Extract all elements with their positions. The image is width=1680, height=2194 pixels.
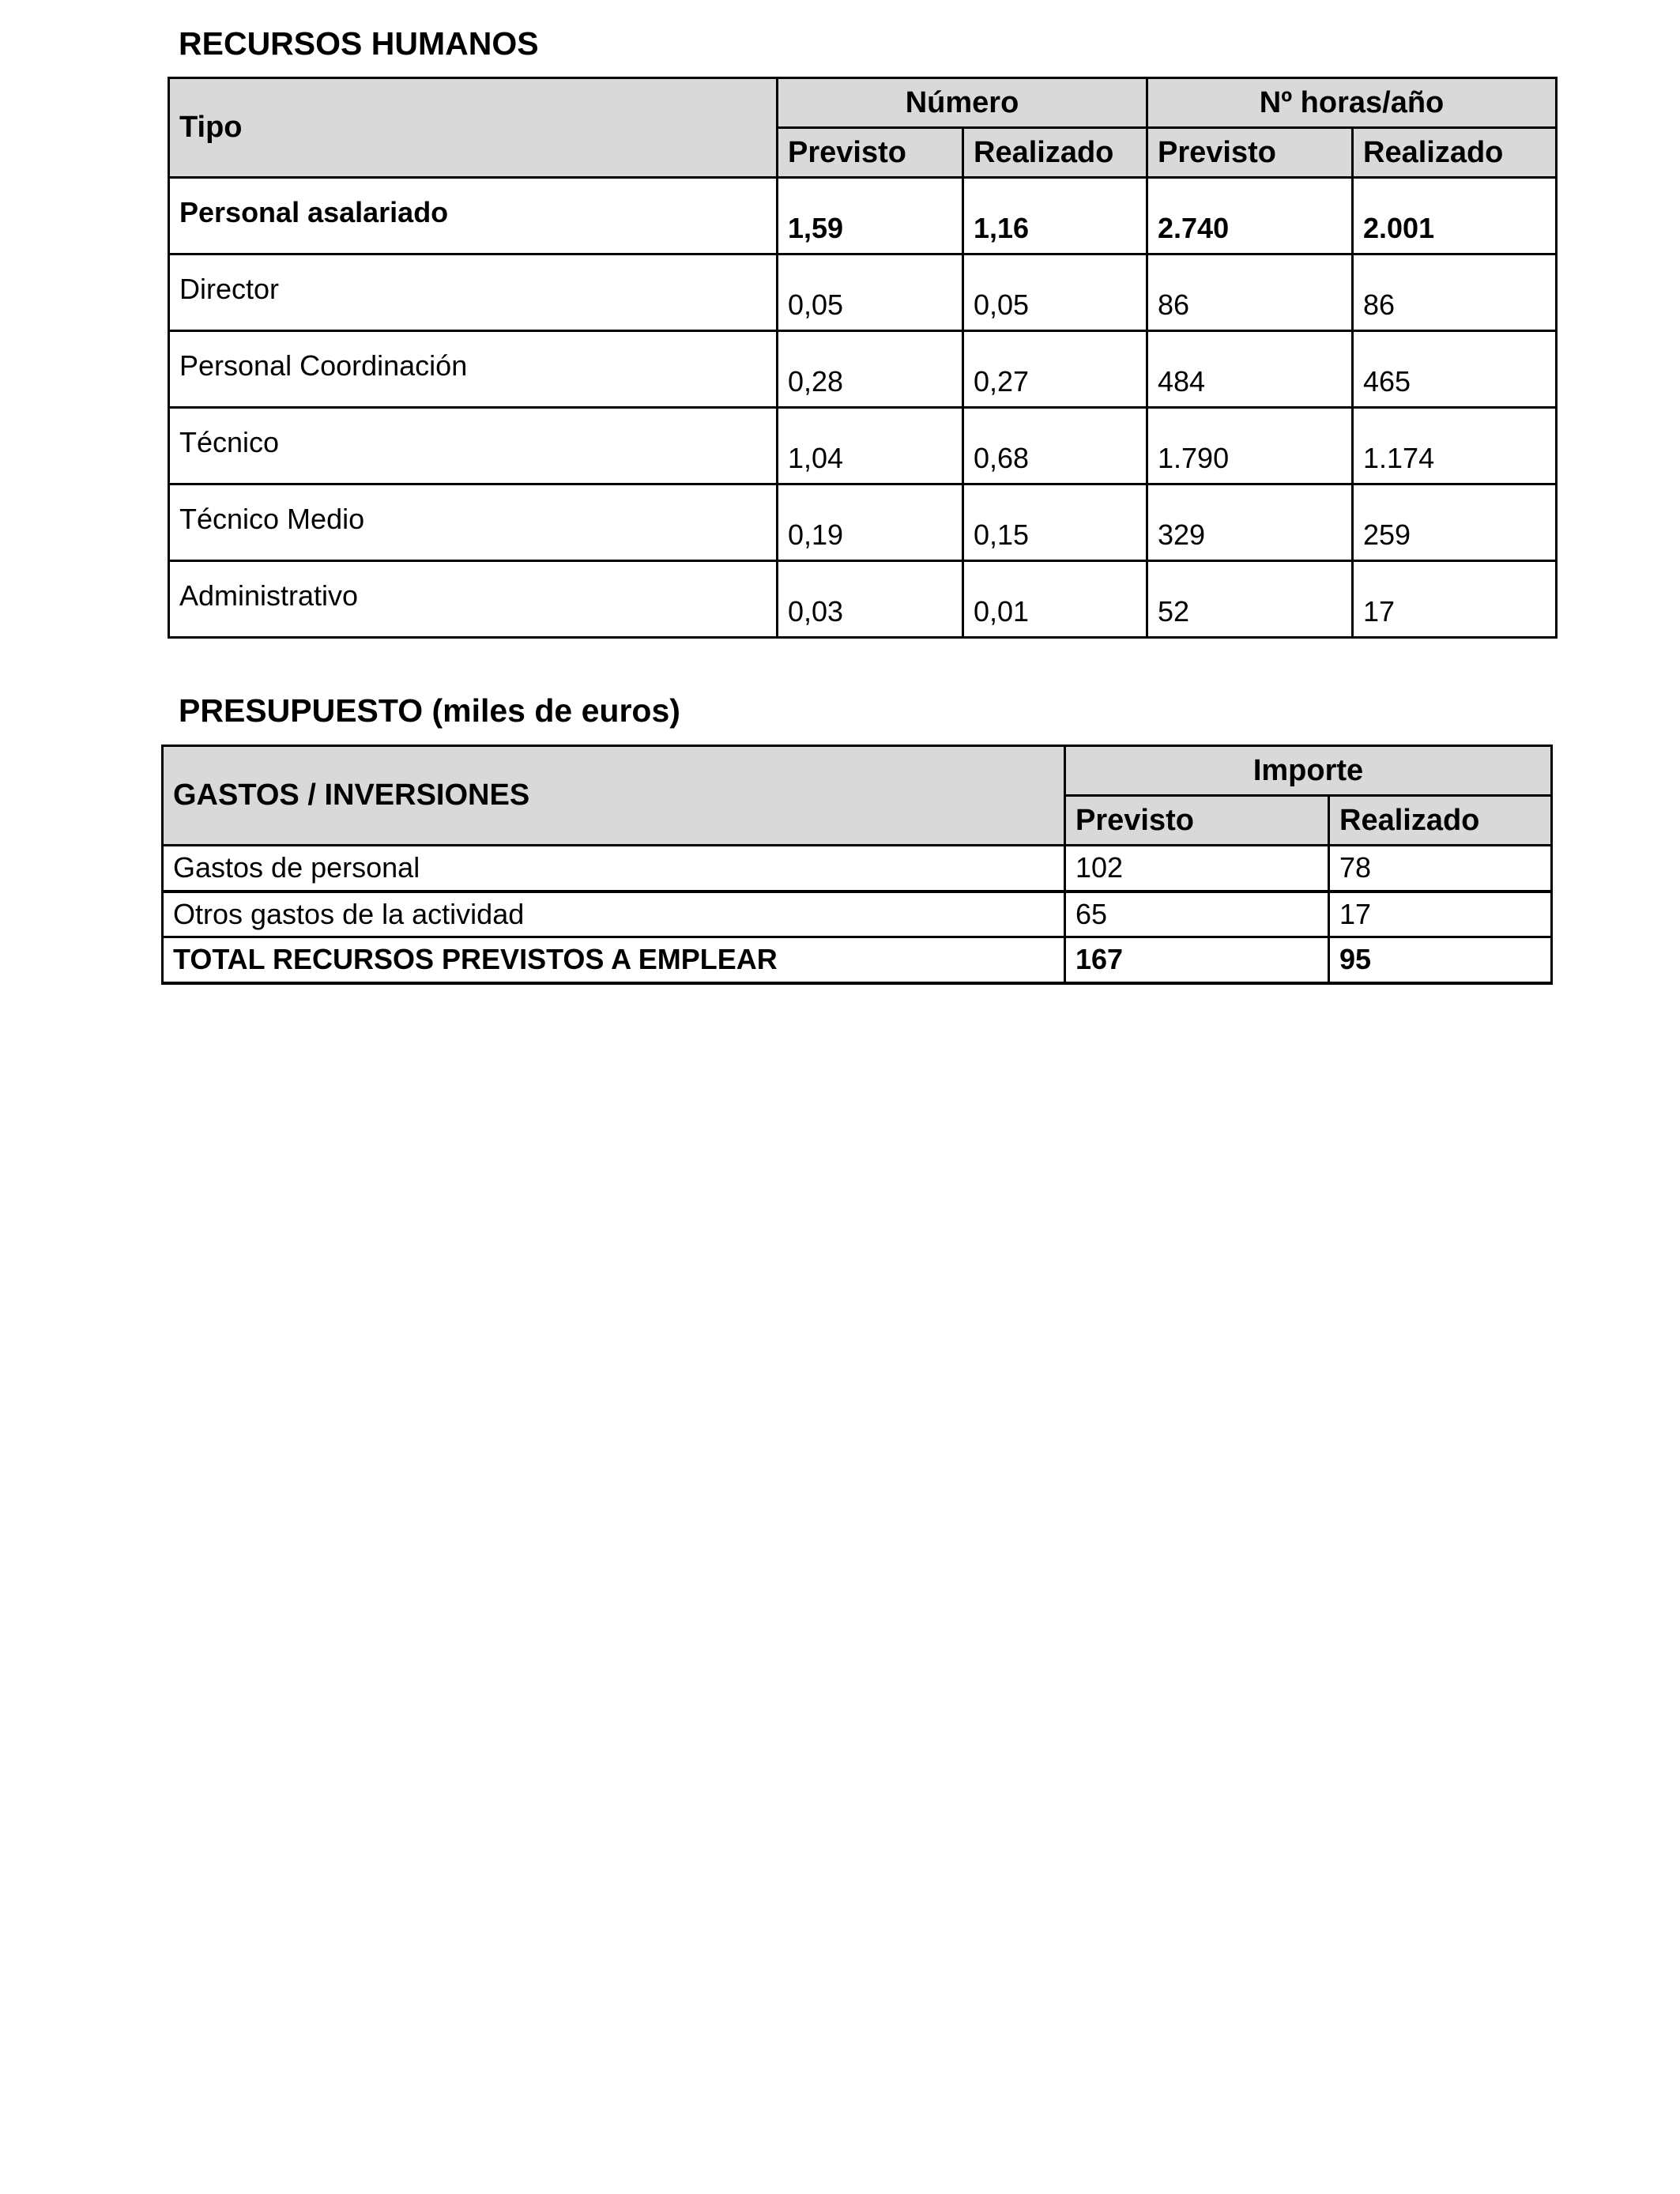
recursos-humanos-title: RECURSOS HUMANOS xyxy=(179,25,539,62)
num-realizado-cell: 0,05 xyxy=(963,254,1147,331)
previsto-cell: 102 xyxy=(1065,846,1329,892)
horas-previsto-cell: 1.790 xyxy=(1147,408,1353,484)
header-gastos: GASTOS / INVERSIONES xyxy=(163,746,1065,846)
realizado-cell: 95 xyxy=(1329,937,1552,983)
horas-previsto-cell: 2.740 xyxy=(1147,178,1353,254)
tipo-cell: Técnico xyxy=(169,408,778,484)
recursos-humanos-table xyxy=(168,77,1558,639)
header-importe-previsto: Previsto xyxy=(1065,796,1329,846)
horas-realizado-cell: 86 xyxy=(1353,254,1557,331)
horas-realizado-cell: 17 xyxy=(1353,561,1557,638)
presupuesto-table xyxy=(161,745,1553,985)
table-row xyxy=(163,892,1552,937)
table-row xyxy=(169,178,1557,254)
table-row-total xyxy=(163,937,1552,983)
concepto-cell: Otros gastos de la actividad xyxy=(163,892,1065,937)
num-previsto-cell: 0,28 xyxy=(778,331,963,408)
previsto-cell: 65 xyxy=(1065,892,1329,937)
realizado-cell: 17 xyxy=(1329,892,1552,937)
horas-realizado-cell: 259 xyxy=(1353,484,1557,561)
horas-previsto-cell: 329 xyxy=(1147,484,1353,561)
tipo-cell: Técnico Medio xyxy=(169,484,778,561)
table-row xyxy=(169,484,1557,561)
num-previsto-cell: 0,03 xyxy=(778,561,963,638)
table-row xyxy=(163,846,1552,892)
header-importe: Importe xyxy=(1065,746,1552,796)
horas-realizado-cell: 1.174 xyxy=(1353,408,1557,484)
horas-realizado-cell: 465 xyxy=(1353,331,1557,408)
num-previsto-cell: 0,05 xyxy=(778,254,963,331)
header-numero: Número xyxy=(778,78,1147,128)
header-horas-realizado: Realizado xyxy=(1353,128,1557,178)
num-previsto-cell: 1,04 xyxy=(778,408,963,484)
table-row xyxy=(169,408,1557,484)
previsto-cell: 167 xyxy=(1065,937,1329,983)
header-numero-realizado: Realizado xyxy=(963,128,1147,178)
header-numero-previsto: Previsto xyxy=(778,128,963,178)
num-realizado-cell: 0,15 xyxy=(963,484,1147,561)
horas-realizado-cell: 2.001 xyxy=(1353,178,1557,254)
header-tipo: Tipo xyxy=(169,78,778,178)
num-realizado-cell: 0,27 xyxy=(963,331,1147,408)
num-realizado-cell: 1,16 xyxy=(963,178,1147,254)
horas-previsto-cell: 484 xyxy=(1147,331,1353,408)
header-importe-realizado: Realizado xyxy=(1329,796,1552,846)
tipo-cell: Personal asalariado xyxy=(169,178,778,254)
header-horas: Nº horas/año xyxy=(1147,78,1557,128)
num-previsto-cell: 0,19 xyxy=(778,484,963,561)
concepto-cell: Gastos de personal xyxy=(163,846,1065,892)
table-row xyxy=(169,561,1557,638)
horas-previsto-cell: 52 xyxy=(1147,561,1353,638)
concepto-cell: TOTAL RECURSOS PREVISTOS A EMPLEAR xyxy=(163,937,1065,983)
presupuesto-title: PRESUPUESTO (miles de euros) xyxy=(179,692,680,729)
tipo-cell: Personal Coordinación xyxy=(169,331,778,408)
table-row xyxy=(169,331,1557,408)
table-row xyxy=(169,254,1557,331)
num-previsto-cell: 1,59 xyxy=(778,178,963,254)
num-realizado-cell: 0,68 xyxy=(963,408,1147,484)
num-realizado-cell: 0,01 xyxy=(963,561,1147,638)
tipo-cell: Director xyxy=(169,254,778,331)
tipo-cell: Administrativo xyxy=(169,561,778,638)
header-horas-previsto: Previsto xyxy=(1147,128,1353,178)
horas-previsto-cell: 86 xyxy=(1147,254,1353,331)
realizado-cell: 78 xyxy=(1329,846,1552,892)
